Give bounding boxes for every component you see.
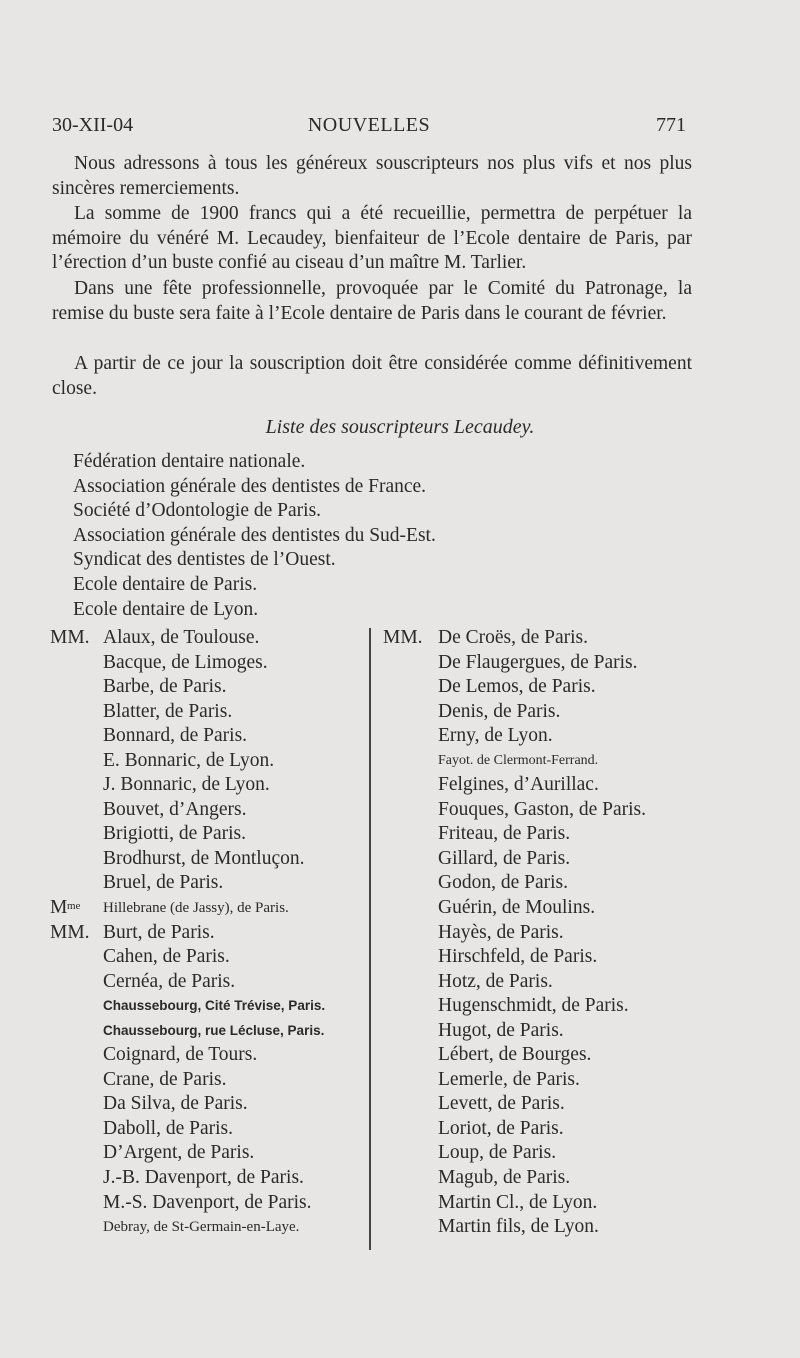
subscriber-name: Alaux, de Toulouse. xyxy=(103,627,260,648)
page-header xyxy=(52,114,686,144)
subscriber-name: Levett, de Paris. xyxy=(438,1093,565,1115)
subscriber-name: Blatter, de Paris. xyxy=(103,700,233,722)
subscriber-name: J. Bonnaric, de Lyon. xyxy=(103,774,270,796)
subscriber-name: Da Silva, de Paris. xyxy=(103,1093,248,1115)
subscriber-name: Godon, de Paris. xyxy=(438,872,568,894)
subscriber-name: Coignard, de Tours. xyxy=(103,1044,258,1066)
subscriber-name: J.-B. Davenport, de Paris. xyxy=(103,1167,304,1189)
subscriber-name: Friteau, de Paris. xyxy=(438,823,571,845)
organization-item: Société d’Odontologie de Paris. xyxy=(73,500,322,522)
paragraph-ceremony xyxy=(52,277,692,326)
subscriber-name: Loriot, de Paris. xyxy=(438,1117,564,1139)
subscriber-name: Crane, de Paris. xyxy=(103,1068,227,1090)
subscriber-name: Chaussebourg, rue Lécluse, Paris. xyxy=(103,1022,325,1038)
organization-item: Ecole dentaire de Paris. xyxy=(73,573,258,595)
subscriber-name: Martin fils, de Lyon. xyxy=(438,1216,599,1238)
title-prefix: MM. xyxy=(50,921,90,943)
title-prefix-superscript: me xyxy=(67,900,81,913)
subscriber-name: Hillebrane (de Jassy), de Paris. xyxy=(103,900,289,917)
header-section-title: NOUVELLES xyxy=(307,114,431,136)
subscriber-name: Hugenschmidt, de Paris. xyxy=(438,995,629,1017)
subscriber-name: Lébert, de Bourges. xyxy=(438,1044,592,1066)
subscriber-name: Daboll, de Paris. xyxy=(103,1117,233,1139)
subscriber-name: E. Bonnaric, de Lyon. xyxy=(103,749,275,771)
subscriber-name: Cernéa, de Paris. xyxy=(103,970,236,992)
organization-item: Ecole dentaire de Lyon. xyxy=(73,598,259,620)
subscriber-name: Fayot. de Clermont-Ferrand. xyxy=(438,752,599,768)
subscriber-name: Magub, de Paris. xyxy=(438,1167,571,1189)
paragraph-text: A partir de ce jour la souscription doit être considérée comme définitivement close. xyxy=(52,353,692,399)
subscriber-name: Erny, de Lyon. xyxy=(438,725,553,747)
subscriber-name: Cahen, de Paris. xyxy=(103,946,230,968)
header-page-number: 771 xyxy=(656,114,686,136)
subscriber-name: Bacque, de Limoges. xyxy=(103,651,268,673)
subscriber-name: Guérin, de Moulins. xyxy=(438,897,596,919)
subscriber-name: Hirschfeld, de Paris. xyxy=(438,946,598,968)
list-title: Liste des souscripteurs Lecaudey. xyxy=(265,416,535,438)
subscriber-name: Bouvet, d’Angers. xyxy=(103,798,247,820)
subscriber-name: Gillard, de Paris. xyxy=(438,847,571,869)
paragraph-text: Nous adressons à tous les généreux souscripteurs nos plus vifs et nos plus sincères remerciements. xyxy=(52,153,692,199)
subscriber-name: Lemerle, de Paris. xyxy=(438,1068,580,1090)
subscriber-name: Brodhurst, de Montluçon. xyxy=(103,847,305,869)
subscriber-name: Denis, de Paris. xyxy=(438,700,561,722)
organizations-list xyxy=(73,450,436,622)
title-prefix: MM. xyxy=(50,627,90,648)
subscriber-name: Chaussebourg, Cité Trévise, Paris. xyxy=(103,998,326,1014)
subscriber-name: Hotz, de Paris. xyxy=(438,970,553,992)
subscriber-name: Debray, de St-Germain-en-Laye. xyxy=(103,1219,300,1236)
subscriber-name: M.-S. Davenport, de Paris. xyxy=(103,1191,312,1213)
organization-item: Fédération dentaire nationale. xyxy=(73,451,306,472)
subscriber-name: Martin Cl., de Lyon. xyxy=(438,1191,598,1213)
organization-item: Association générale des dentistes du Sud-Est. xyxy=(73,524,436,546)
subscriber-name: Felgines, d’Aurillac. xyxy=(438,774,599,796)
subscriber-name: Brigiotti, de Paris. xyxy=(103,823,246,845)
title-prefix: M xyxy=(50,897,68,919)
header-date: 30-XII-04 xyxy=(52,114,134,136)
subscriber-name: De Croës, de Paris. xyxy=(438,627,589,648)
subscriber-name: Fouques, Gaston, de Paris. xyxy=(438,798,646,820)
subscriber-name: Bonnard, de Paris. xyxy=(103,725,248,747)
organization-item: Syndicat des dentistes de l’Ouest. xyxy=(73,549,336,571)
subscriber-name: De Lemos, de Paris. xyxy=(438,676,596,698)
subscriber-name: De Flaugergues, de Paris. xyxy=(438,651,638,673)
subscriber-name: Hayès, de Paris. xyxy=(438,921,564,943)
paragraph-thanks xyxy=(52,152,692,201)
paragraph-text: La somme de 1900 francs qui a été recueillie, permettra de perpétuer la mémoire du vénéré M. Lecaudey, bienfaiteur de l’Ecole dentaire de Paris, par l’érection d’un buste confié au ciseau d’un maître M. Tarlier. xyxy=(52,203,692,273)
subscriber-name: Bruel, de Paris. xyxy=(103,872,224,894)
column-divider xyxy=(369,628,371,1250)
paragraph-sum xyxy=(52,202,692,276)
subscriber-name: Burt, de Paris. xyxy=(103,921,215,943)
subscriber-name: Loup, de Paris. xyxy=(438,1142,557,1164)
paragraph-text: Dans une fête professionnelle, provoquée par le Comité du Patronage, la remise du buste sera faite à l’Ecole dentaire de Paris dans le courant de février. xyxy=(52,278,692,324)
paragraph-closing xyxy=(52,352,692,401)
subscriber-name: Hugot, de Paris. xyxy=(438,1019,564,1041)
subscriber-name: Barbe, de Paris. xyxy=(103,676,227,698)
subscriber-name: D’Argent, de Paris. xyxy=(103,1142,255,1164)
organization-item: Association générale des dentistes de France. xyxy=(73,475,427,497)
title-prefix: MM. xyxy=(383,627,423,648)
